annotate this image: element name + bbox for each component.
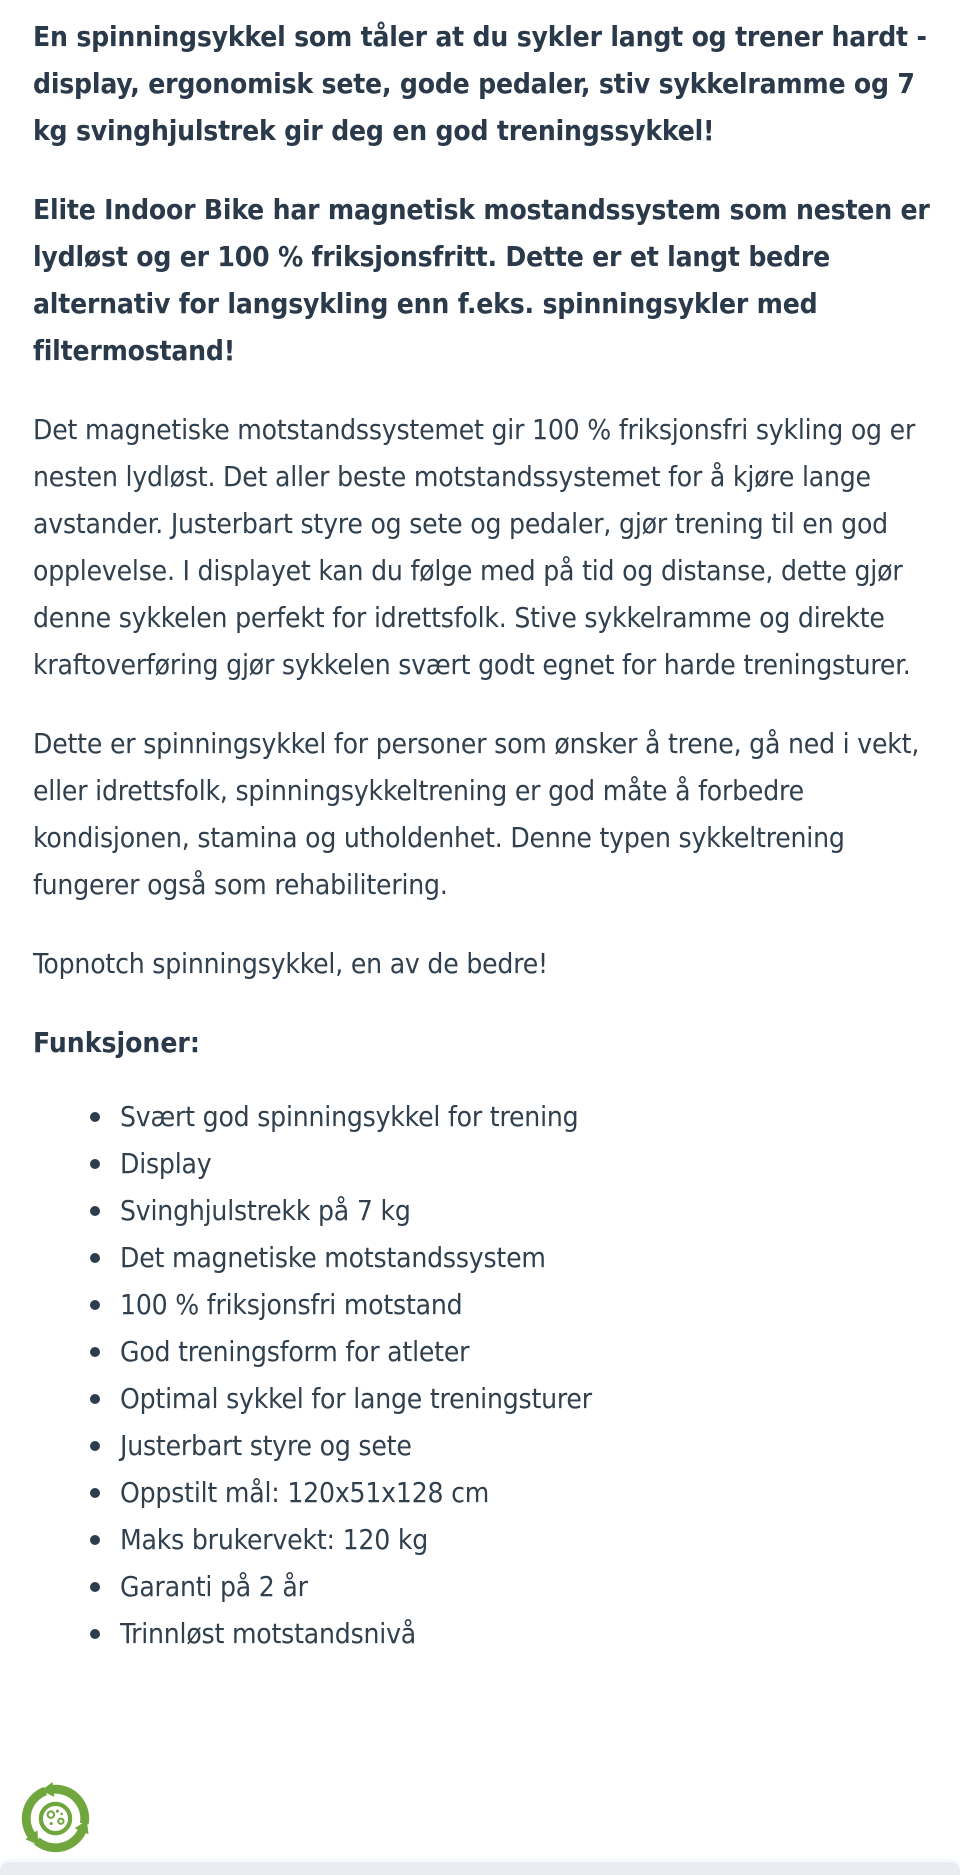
- body-paragraph: Topnotch spinningsykkel, en av de bedre!: [33, 947, 548, 980]
- feature-item: Justerbart styre og sete: [33, 1422, 930, 1469]
- body-paragraph: Dette er spinningsykkel for personer som ønsker å trene, gå ned i vekt, eller idrettsfolk, spinningsykkeltrening er god måte å forbedre kondisjonen, stamina og utholdenhet. Denne typen sykkeltrening fungerer også som rehabilitering.: [33, 727, 920, 901]
- feature-item: Oppstilt mål: 120x51x128 cm: [33, 1469, 930, 1516]
- intro-paragraph: En spinningsykkel som tåler at du sykler langt og trener hardt - display, ergonomisk sete, gode pedaler, stiv sykkelramme og 7 kg svinghjulstrek gir deg en god treningssykkel!: [33, 20, 927, 147]
- cookie-consent-badge[interactable]: [17, 1780, 94, 1857]
- feature-item: Maks brukervekt: 120 kg: [33, 1516, 930, 1563]
- feature-item: God treningsform for atleter: [33, 1328, 930, 1375]
- feature-item: Svært god spinningsykkel for trening: [33, 1093, 930, 1140]
- feature-item: Svinghjulstrekk på 7 kg: [33, 1187, 930, 1234]
- features-list: [33, 1093, 930, 1657]
- next-section-edge: [0, 1862, 960, 1875]
- body-paragraph: Det magnetiske motstandssystemet gir 100 % friksjonsfri sykling og er nesten lydløst. Det aller beste motstandssystemet for å kjøre lange avstander. Justerbart styre og sete og pedaler, gjør trening til en god opplevelse. I displayet kan du følge med på tid og distanse, dette gjør denne sykkelen perfekt for idrettsfolk. Stive sykkelramme og direkte kraftoverføring gjør sykkelen svært godt egnet for harde treningsturer.: [33, 413, 916, 681]
- cookie-consent-icon: [17, 1780, 94, 1857]
- feature-item: Trinnløst motstandsnivå: [33, 1610, 930, 1657]
- features-heading: Funksjoner:: [33, 1026, 200, 1059]
- highlight-paragraph: Elite Indoor Bike har magnetisk mostandssystem som nesten er lydløst og er 100 % friksjonsfritt. Dette er et langt bedre alternativ for langsykling enn f.eks. spinningsykler med filtermostand!: [33, 193, 930, 367]
- feature-item: 100 % friksjonsfri motstand: [33, 1281, 930, 1328]
- feature-item: Display: [33, 1140, 930, 1187]
- feature-item: Det magnetiske motstandssystem: [33, 1234, 930, 1281]
- feature-item: Garanti på 2 år: [33, 1563, 930, 1610]
- feature-item: Optimal sykkel for lange treningsturer: [33, 1375, 930, 1422]
